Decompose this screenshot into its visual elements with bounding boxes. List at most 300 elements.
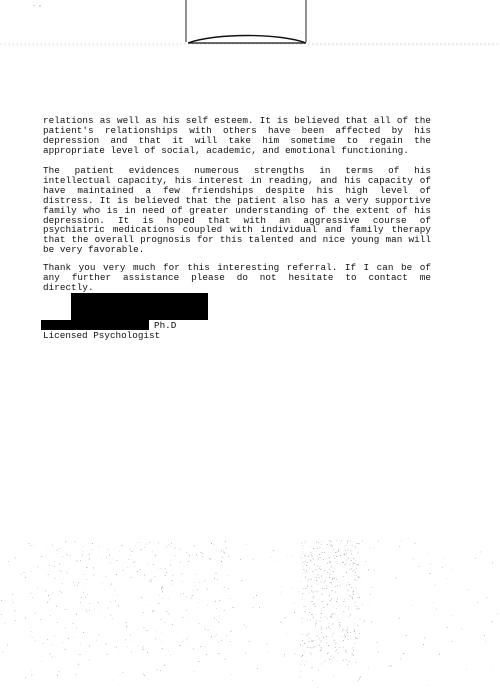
speckle-dot <box>161 588 162 589</box>
speckle-dot <box>359 597 360 598</box>
speckle-dot <box>330 574 331 575</box>
speckle-dot <box>305 555 306 556</box>
speckle-dot <box>118 653 119 654</box>
speckle-dot <box>377 642 378 643</box>
speckle-dot <box>169 614 170 615</box>
speckle-dot <box>77 561 78 562</box>
speckle-dot <box>188 561 189 562</box>
speckle-dot <box>134 561 135 562</box>
speckle-dot <box>224 610 225 611</box>
speckle-dot <box>73 623 74 624</box>
speckle-dot <box>221 561 222 562</box>
speckle-dot <box>349 661 350 662</box>
speckle-dot <box>135 545 136 546</box>
speckle-dot <box>13 602 14 603</box>
speckle-dot <box>312 641 313 642</box>
speckle-dot <box>317 636 318 637</box>
speckle-dot <box>216 608 217 609</box>
speckle-dot <box>140 572 141 573</box>
speckle-dot <box>345 650 346 651</box>
speckle-dot <box>210 559 211 560</box>
speckle-dot <box>324 552 325 553</box>
speckle-dot <box>313 616 314 617</box>
speckle-dot <box>315 615 316 616</box>
speckle-dot <box>346 560 347 561</box>
speckle-dot <box>351 638 352 639</box>
speckle-dot <box>331 656 332 657</box>
speckle-dot <box>354 605 355 606</box>
speckle-dot <box>313 640 314 641</box>
speckle-dot <box>359 633 360 634</box>
speckle-dot <box>145 547 146 548</box>
speckle-dot <box>302 593 303 594</box>
speckle-dot <box>492 562 493 563</box>
speckle-dot <box>313 597 314 598</box>
speckle-dot <box>336 601 337 602</box>
speckle-dot <box>399 546 400 547</box>
speckle-dot <box>347 664 348 665</box>
speckle-dot <box>321 541 322 542</box>
speckle-dot <box>353 594 354 595</box>
speckle-dot <box>347 636 348 637</box>
speckle-dot <box>330 616 331 617</box>
speckle-dot <box>172 580 173 581</box>
speckle-dot <box>32 670 33 671</box>
speckle-dot <box>322 594 323 595</box>
speckle-dot <box>355 547 356 548</box>
speckle-dot <box>336 608 337 609</box>
speckle-dot <box>180 594 181 595</box>
speckle-dot <box>52 644 53 645</box>
speckle-dot <box>109 589 110 590</box>
speckle-dot <box>145 579 146 580</box>
speckle-dot <box>362 541 363 542</box>
speckle-dot <box>311 614 312 615</box>
speckle-dot <box>143 649 144 650</box>
speckle-dot <box>447 578 448 579</box>
speckle-dot <box>301 558 302 559</box>
speckle-dot <box>301 581 302 582</box>
speckle-dot <box>303 593 304 594</box>
speckle-dot <box>127 567 128 568</box>
speckle-dot <box>162 641 163 642</box>
speckle-dot <box>451 641 452 642</box>
speckle-dot <box>66 609 67 610</box>
speckle-dot <box>320 650 321 651</box>
speckle-dot <box>310 561 311 562</box>
speckle-dot <box>114 590 115 591</box>
speckle-dot <box>447 627 448 628</box>
speckle-dot <box>140 550 141 551</box>
speckle-dot <box>391 666 392 667</box>
speckle-dot <box>329 659 330 660</box>
speckle-dot <box>337 661 338 662</box>
speckle-dot <box>305 561 306 562</box>
speckle-dot <box>68 638 69 639</box>
speckle-dot <box>30 635 31 636</box>
speckle-dot <box>302 655 303 656</box>
speckle-dot <box>332 567 333 568</box>
speckle-dot <box>186 597 187 598</box>
speckle-dot <box>328 623 329 624</box>
speckle-dot <box>337 552 338 553</box>
speckle-dot <box>348 582 349 583</box>
speckle-dot <box>356 546 357 547</box>
speckle-dot <box>333 657 334 658</box>
speckle-dot <box>332 614 333 615</box>
speckle-dot <box>323 549 324 550</box>
speckle-dot <box>353 650 354 651</box>
speckle-dot <box>224 552 225 553</box>
speckle-dot <box>40 619 41 620</box>
speckle-dot <box>354 630 355 631</box>
speckle-dot <box>360 619 361 620</box>
speckle-dot <box>32 637 33 638</box>
speckle-dot <box>116 647 117 648</box>
speckle-dot <box>81 597 82 598</box>
speckle-dot <box>217 579 218 580</box>
speckle-dot <box>194 582 195 583</box>
speckle-dot <box>325 591 326 592</box>
speckle-dot <box>123 672 124 673</box>
speckle-dot <box>126 622 127 623</box>
speckle-dot <box>231 674 232 675</box>
speckle-dot <box>348 639 349 640</box>
speckle-dot <box>37 587 38 588</box>
speckle-dot <box>80 644 81 645</box>
speckle-dot <box>182 581 183 582</box>
speckle-dot <box>351 587 352 588</box>
speckle-dot <box>107 654 108 655</box>
speckle-dot <box>316 542 317 543</box>
speckle-dot <box>351 554 352 555</box>
speckle-dot <box>184 566 185 567</box>
speckle-dot <box>114 647 115 648</box>
speckle-dot <box>116 574 117 575</box>
speckle-dot <box>214 578 215 579</box>
speckle-dot <box>328 627 329 628</box>
speckle-dot <box>108 549 109 550</box>
speckle-dot <box>143 646 144 647</box>
speckle-dot <box>413 559 414 560</box>
speckle-dot <box>342 562 343 563</box>
speckle-dot <box>304 569 305 570</box>
speckle-dot <box>335 562 336 563</box>
speckle-dot <box>344 601 345 602</box>
speckle-dot <box>348 590 349 591</box>
speckle-dot <box>368 668 369 669</box>
speckle-dot <box>126 627 127 628</box>
speckle-dot <box>395 578 396 579</box>
speckle-dot <box>186 610 187 611</box>
speckle-dot <box>14 610 15 611</box>
speckle-dot <box>331 566 332 567</box>
speckle-dot <box>346 630 347 631</box>
speckle-dot <box>188 554 189 555</box>
speckle-dot <box>349 616 350 617</box>
speckle-dot <box>225 541 226 542</box>
speckle-dot <box>348 609 349 610</box>
speckle-dot <box>225 659 226 660</box>
speckle-dot <box>348 628 349 629</box>
speckle-dot <box>354 570 355 571</box>
speckle-dot <box>321 656 322 657</box>
speckle-dot <box>161 568 162 569</box>
speckle-dot <box>202 553 203 554</box>
speckle-dot <box>337 585 338 586</box>
speckle-dot <box>331 545 332 546</box>
speckle-dot <box>347 594 348 595</box>
speckle-dot <box>259 607 260 608</box>
speckle-dot <box>320 569 321 570</box>
speckle-dot <box>307 635 308 636</box>
speckle-dot <box>343 580 344 581</box>
speckle-dot <box>329 562 330 563</box>
speckle-dot <box>318 575 319 576</box>
speckle-dot <box>302 661 303 662</box>
speckle-dot <box>133 562 134 563</box>
speckle-dot <box>337 599 338 600</box>
speckle-dot <box>474 605 475 606</box>
speckle-dot <box>343 629 344 630</box>
speckle-dot <box>193 648 194 649</box>
speckle-dot <box>122 545 123 546</box>
speckle-dot <box>187 646 188 647</box>
speckle-dot <box>326 642 327 643</box>
speckle-dot <box>332 571 333 572</box>
speckle-dot <box>49 600 50 601</box>
speckle-dot <box>302 640 303 641</box>
speckle-dot <box>202 556 203 557</box>
speckle-dot <box>323 607 324 608</box>
speckle-dot <box>344 554 345 555</box>
speckle-dot <box>336 579 337 580</box>
speckle-dot <box>302 599 303 600</box>
speckle-dot <box>313 548 314 549</box>
speckle-dot <box>86 579 87 580</box>
speckle-dot <box>303 546 304 547</box>
speckle-dot <box>35 640 36 641</box>
speckle-dot <box>205 629 206 630</box>
speckle-dot <box>164 665 165 666</box>
speckle-dot <box>138 542 139 543</box>
speckle-dot <box>319 554 320 555</box>
speckle-dot <box>339 624 340 625</box>
speckle-dot <box>204 627 205 628</box>
speckle-dot <box>321 664 322 665</box>
speckle-dot <box>98 602 99 603</box>
speckle-dot <box>93 575 94 576</box>
speckle-dot <box>109 555 110 556</box>
speckle-dot <box>346 585 347 586</box>
speckle-dot <box>147 652 148 653</box>
speckle-dot <box>335 614 336 615</box>
speckle-dot <box>192 555 193 556</box>
speckle-dot <box>157 670 158 671</box>
speckle-dot <box>24 572 25 573</box>
speckle-dot <box>99 565 100 566</box>
speckle-dot <box>348 558 349 559</box>
speckle-dot <box>419 566 420 567</box>
speckle-dot <box>340 626 341 627</box>
speckle-dot <box>359 543 360 544</box>
speckle-dot <box>211 636 212 637</box>
speckle-dot <box>368 602 369 603</box>
speckle-dot <box>65 649 66 650</box>
speckle-dot <box>223 550 224 551</box>
speckle-dot <box>149 542 150 543</box>
speckle-dot <box>33 546 34 547</box>
speckle-dot <box>77 585 78 586</box>
speckle-dot <box>163 587 164 588</box>
speckle-dot <box>178 549 179 550</box>
speckle-dot <box>110 615 111 616</box>
speckle-dot <box>321 544 322 545</box>
speckle-dot <box>347 541 348 542</box>
speckle-dot <box>330 628 331 629</box>
speckle-dot <box>180 562 181 563</box>
speckle-dot <box>108 608 109 609</box>
speckle-dot <box>430 564 431 565</box>
speckle-dot <box>146 544 147 545</box>
speckle-dot <box>211 543 212 544</box>
speckle-dot <box>143 612 144 613</box>
speckle-dot <box>224 587 225 588</box>
speckle-dot <box>284 654 285 655</box>
speckle-dot <box>91 550 92 551</box>
speckle-dot <box>340 544 341 545</box>
speckle-dot <box>310 620 311 621</box>
speckle-dot <box>433 602 434 603</box>
speckle-dot <box>48 574 49 575</box>
speckle-dot <box>208 630 209 631</box>
speckle-dot <box>336 556 337 557</box>
speckle-dot <box>240 559 241 560</box>
speckle-dot <box>54 636 55 637</box>
speckle-dot <box>94 609 95 610</box>
speckle-dot <box>171 543 172 544</box>
speckle-dot <box>57 550 58 551</box>
speckle-dot <box>346 651 347 652</box>
speckle-dot <box>65 628 66 629</box>
speckle-dot <box>231 631 232 632</box>
speckle-dot <box>222 557 223 558</box>
speckle-dot <box>311 591 312 592</box>
speckle-dot <box>480 552 481 553</box>
speckle-dot <box>311 554 312 555</box>
speckle-dot <box>119 551 120 552</box>
speckle-dot <box>55 578 56 579</box>
speckle-dot <box>327 604 328 605</box>
speckle-dot <box>25 677 26 678</box>
speckle-dot <box>321 629 322 630</box>
speckle-dot <box>347 543 348 544</box>
speckle-dot <box>326 585 327 586</box>
speckle-dot <box>160 670 161 671</box>
speckle-dot <box>111 584 112 585</box>
speckle-dot <box>82 554 83 555</box>
speckle-dot <box>376 582 377 583</box>
speckle-dot <box>57 675 58 676</box>
signature-title: Licensed Psychologist <box>43 330 161 341</box>
speckle-dot <box>314 564 315 565</box>
speckle-dot <box>357 576 358 577</box>
speckle-dot <box>165 575 166 576</box>
speckle-dot <box>303 566 304 567</box>
speckle-dot <box>303 562 304 563</box>
speckle-dot <box>63 556 64 557</box>
speckle-dot <box>106 644 107 645</box>
speckle-dot <box>8 561 9 562</box>
speckle-dot <box>330 582 331 583</box>
speckle-dot <box>319 568 320 569</box>
speckle-dot <box>306 572 307 573</box>
speckle-dot <box>346 545 347 546</box>
speckle-dot <box>307 586 308 587</box>
speckle-dot <box>141 597 142 598</box>
speckle-dot <box>156 631 157 632</box>
speckle-dot <box>352 562 353 563</box>
speckle-dot <box>356 575 357 576</box>
speckle-dot <box>355 637 356 638</box>
speckle-dot <box>249 641 250 642</box>
speckle-dot <box>312 648 313 649</box>
speckle-dot <box>355 567 356 568</box>
speckle-dot <box>309 638 310 639</box>
speckle-dot <box>230 598 231 599</box>
speckle-dot <box>86 610 87 611</box>
speckle-dot <box>389 666 390 667</box>
speckle-dot <box>307 647 308 648</box>
speckle-dot <box>317 566 318 567</box>
speckle-dot <box>344 599 345 600</box>
speckle-dot <box>313 592 314 593</box>
speckle-dot <box>356 561 357 562</box>
speckle-dot <box>99 635 100 636</box>
speckle-dot <box>343 647 344 648</box>
speckle-dot <box>64 609 65 610</box>
speckle-dot <box>353 558 354 559</box>
speckle-dot <box>147 630 148 631</box>
speckle-dot <box>307 572 308 573</box>
speckle-dot <box>32 597 33 598</box>
speckle-dot <box>362 604 363 605</box>
speckle-dot <box>147 564 148 565</box>
speckle-dot <box>343 660 344 661</box>
speckle-dot <box>221 549 222 550</box>
speckle-dot <box>155 555 156 556</box>
speckle-dot <box>338 551 339 552</box>
speckle-dot <box>481 551 482 552</box>
speckle-dot <box>325 661 326 662</box>
speckle-dot <box>67 554 68 555</box>
speckle-dot <box>343 576 344 577</box>
speckle-dot <box>412 605 413 606</box>
speckle-dot <box>360 677 361 678</box>
speckle-dot <box>319 640 320 641</box>
speckle-dot <box>318 559 319 560</box>
speckle-dot <box>348 599 349 600</box>
speckle-dot <box>287 556 288 557</box>
speckle-dot <box>330 545 331 546</box>
speckle-dot <box>131 577 132 578</box>
speckle-dot <box>316 570 317 571</box>
speckle-dot <box>77 560 78 561</box>
speckle-dot <box>315 625 316 626</box>
speckle-dot <box>356 580 357 581</box>
speckle-dot <box>12 594 13 595</box>
speckle-dot <box>55 656 56 657</box>
